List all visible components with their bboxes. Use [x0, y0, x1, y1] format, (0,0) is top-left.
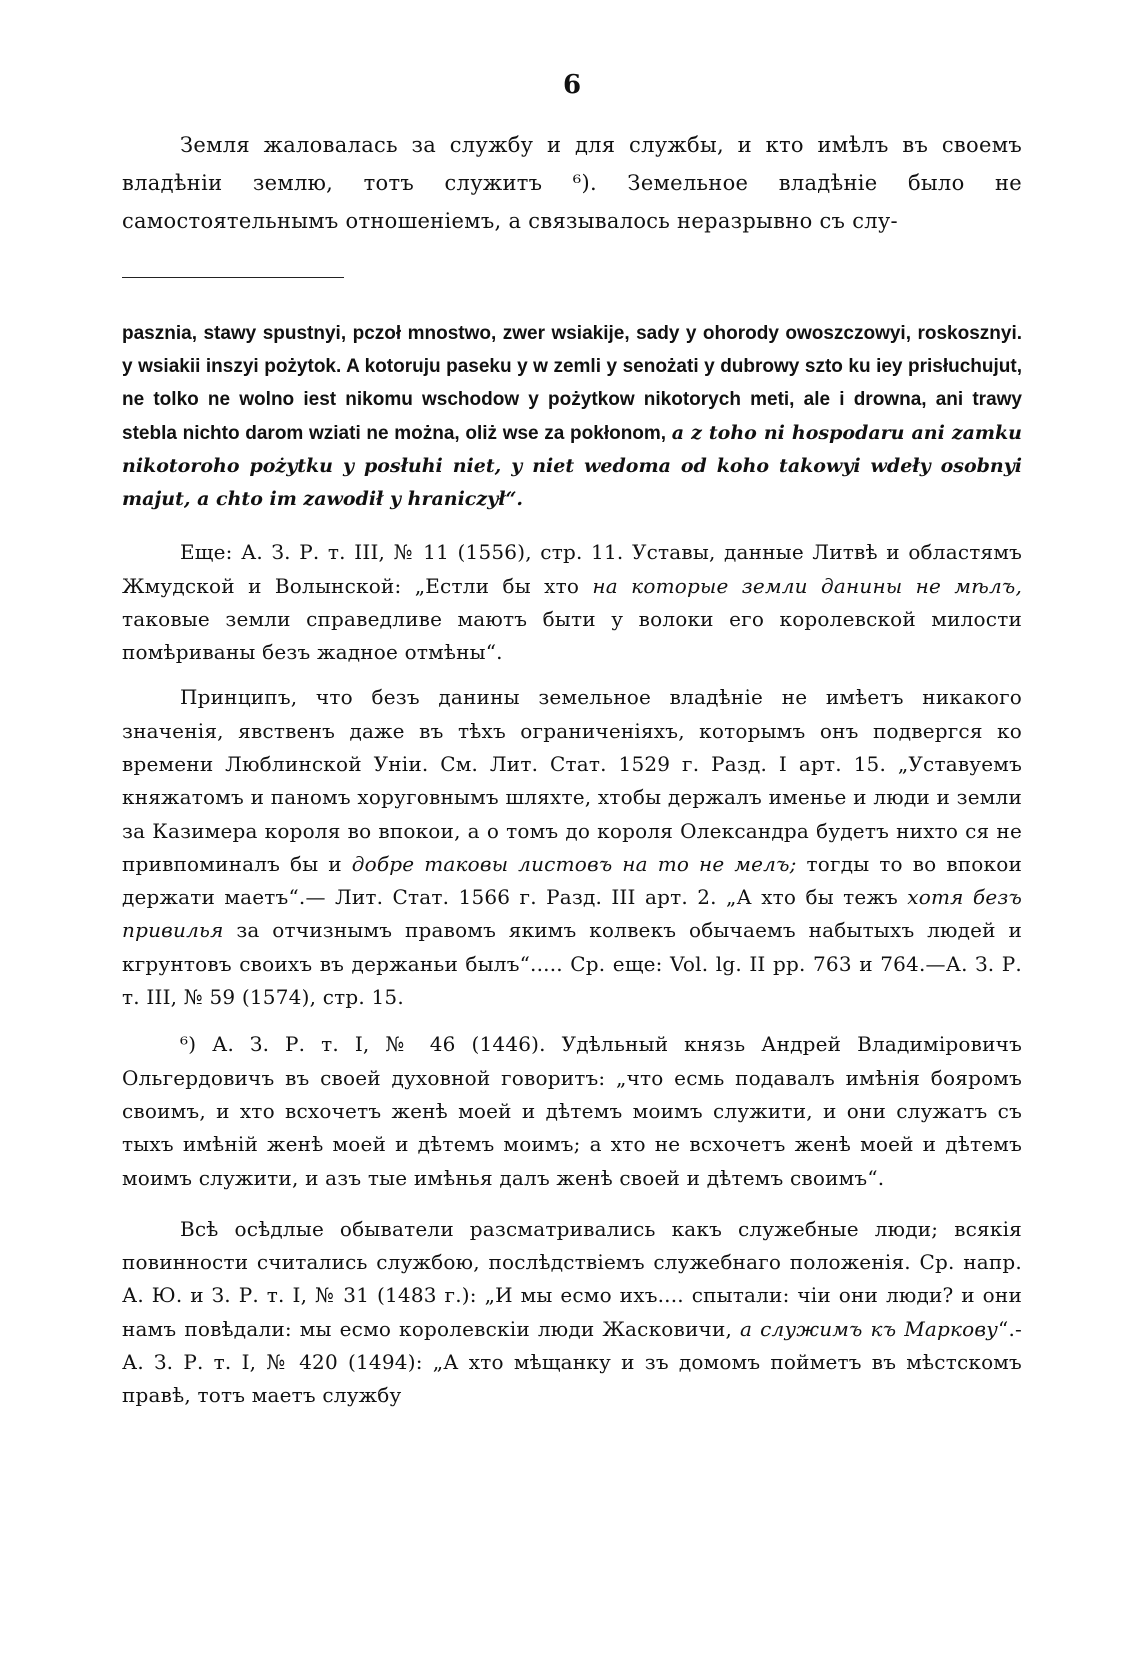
note-text: “.- А. З. Р. т. I, № 420 (1494): „А хто мѣщанку и зъ домомъ пойметъ въ мѣстскомъ правѣ, тотъ маетъ службу	[122, 1316, 1022, 1408]
note-text: за отчизнымъ правомъ якимъ колвекъ обычаемъ набытыхъ людей и кгрунтовъ своихъ въ держаньи былъ“..... Ср. еще: Vol. lg. II pp. 763 и 764.—А. З. Р. т. III, № 59 (1574), стр. 15.	[122, 918, 1022, 1010]
note-italic: на которые земли данины не мѣлъ,	[592, 573, 1022, 598]
note-text: Принципъ, что безъ данины земельное владѣніе не имѣетъ никакого значенія, явственъ даже въ тѣхъ ограниченіяхъ, которымъ онъ подвергся ко времени Люблинской Уніи. См. Лит. Стат. 1529 г. Разд. I арт. 15. „Уставуемъ княжатомъ и паномъ хоруговнымъ шляхте, хтобы держалъ именье и люди и земли за Казимера короля во впокои, а о томъ до короля Олександра будетъ нихто ся не привпоминалъ бы и	[122, 685, 1022, 876]
note-text: Еще: А. З. Р. т. III, № 11 (1556), стр. 11. Уставы, данные Литвѣ и областямъ Жмудской и Волынской: „Естли бы хто	[122, 540, 1022, 598]
main-paragraph: Земля жаловалась за службу и для службы, и кто имѣлъ въ своемъ владѣніи землю, тотъ служитъ ⁶). Земельное владѣніе было не самостоятельнымъ отношеніемъ, а связывалось неразрывно съ слу-	[122, 133, 1022, 233]
footnote-separator	[122, 277, 344, 278]
footnote-paragraph-principle	[122, 681, 1022, 1014]
page-number: 6	[562, 70, 582, 100]
footnotes-block	[122, 317, 1022, 1413]
footnote-paragraph-settled	[122, 1213, 1022, 1413]
footnote-paragraph-ustavy	[122, 536, 1022, 669]
footnote-polish-quote	[122, 317, 1022, 516]
note-text: тогды то во впокои держати маетъ“.— Лит. Стат. 1566 г. Разд. III арт. 2. „А хто бы тежъ	[122, 851, 1023, 910]
note-text: Всѣ осѣдлые обыватели разсматривались какъ служебные люди; всякія повинности считались службою, послѣдствіемъ служебнаго положенія. Ср. напр. А. Ю. и З. Р. т. I, № 31 (1483 г.): „И мы есмо ихъ.... спытали: чіи они люди? и они намъ повѣдали: мы есмо королевскіи люди Жасковичи,	[122, 1216, 1022, 1341]
note-text: таковые земли справедливе маютъ быти у волоки его королевской милости помѣриваны безъ жадное отмѣны“.	[122, 606, 1022, 665]
note-italic: а служимъ къ Маркову	[740, 1316, 999, 1341]
note-italic: хотя безъ привилья	[122, 885, 1023, 943]
polish-quote-plain: pasznia, stawy spustnyi, pczoł mnostwo, zwer wsiakije, sady y ohorody owoszczowyi, roskosznyi. y wsiakii inszyi pożytok. A kotoruju paseku y w zemli y senożati y dubrowy szto ku iey prisłuchujut, ne tolko ne wolno iest nikomu wschodow y pożytkow nikotorych meti, ale i drowna, ani trawy stebla nichto darom wziati ne można, oliż wse za pokłonom,	[122, 323, 1022, 444]
note-italic: добре таковы листовъ на то не мелъ;	[351, 851, 797, 876]
polish-quote-italic: a z toho ni hospodaru ani zamku nikotoroho pożytku y posłuhi niet, y niet wedoma od koho takowyi wdeły osobnyi majut, a chto im zawodił y hraniczył“.	[122, 421, 1022, 511]
footnote-6: ⁶) А. З. Р. т. I, № 46 (1446). Удѣльный князь Андрей Владиміровичъ Ольгердовичъ въ своей духовной говоритъ: „что есмь подавалъ имѣнія бояромъ своимъ, и хто всхочетъ женѣ моей и дѣтемъ моимъ служити, и они служатъ съ тыхъ имѣній женѣ моей и дѣтемъ моимъ; а хто не всхочетъ женѣ моей и дѣтемъ моимъ служити, и азъ тые имѣнья далъ женѣ своей и дѣтемъ своимъ“.	[122, 1032, 1022, 1190]
